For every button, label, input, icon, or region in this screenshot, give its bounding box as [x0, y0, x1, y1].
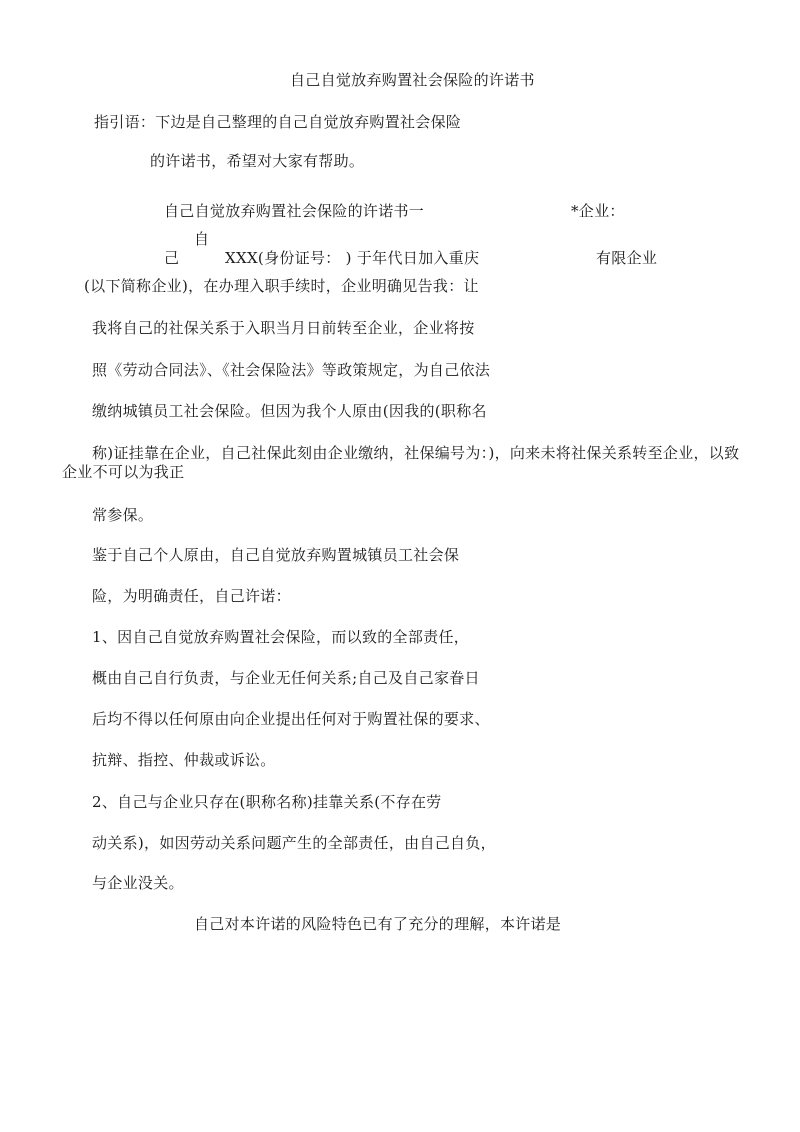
paragraph-line: 称)证挂靠在企业，自己社保此刻由企业缴纳，社保编号为：)，向来未将社保关系转至企业，以致: [92, 444, 740, 462]
paragraph-line: 动关系)，如因劳动关系问题产生的全部责任，由自己自负，: [92, 834, 496, 852]
id-clause: XXX(身份证号： ) 于年代日加入重庆: [225, 249, 480, 267]
company-salutation: *企业：: [571, 202, 625, 220]
paragraph-line: 常参保。: [92, 506, 154, 524]
paragraph-line: 企业不可以为我正: [62, 463, 185, 481]
paragraph-line: 抗辩、指控、仲裁或诉讼。: [92, 751, 276, 769]
paragraph-line: 2、自己与企业只存在(职称名称)挂靠关系(不存在劳: [92, 793, 442, 811]
self-char-top: 自: [194, 230, 210, 248]
paragraph-line: 缴纳城镇员工社会保险。但因为我个人原由(因我的(职称名: [92, 402, 487, 420]
paragraph-line: 自己对本许诺的风险特色已有了充分的理解，本许诺是: [194, 915, 562, 933]
paragraph-line: 险，为明确责任，自己许诺：: [92, 587, 291, 605]
paragraph-line: 照《劳动合同法》、《社会保险法》等政策规定，为自己依法: [92, 361, 491, 379]
paragraph-line: 我将自己的社保关系于入职当月日前转至企业，企业将按: [92, 319, 475, 337]
paragraph-line: 概由自己自行负责，与企业无任何关系;自己及自己家眷日: [92, 669, 480, 687]
paragraph-line: 与企业没关。: [92, 874, 184, 892]
section-heading: 自己自觉放弃购置社会保险的许诺书一: [164, 202, 425, 220]
self-char-bottom: 己: [164, 249, 180, 267]
document-title: 自己自觉放弃购置社会保险的许诺书: [290, 71, 535, 89]
paragraph-line: 鉴于自己个人原由，自己自觉放弃购置城镇员工社会保: [92, 546, 460, 564]
paragraph-line: (以下简称企业)，在办理入职手续时，企业明确见告我：让: [84, 277, 479, 295]
paragraph-line: 1、因自己自觉放弃购置社会保险，而以致的全部责任，: [92, 628, 470, 646]
intro-line-2: 的许诺书，希望对大家有帮助。: [150, 152, 365, 170]
company-suffix: 有限企业: [596, 249, 658, 267]
paragraph-line: 后均不得以任何原由向企业提出任何对于购置社保的要求、: [92, 710, 490, 728]
intro-line-1: 指引语：下边是自己整理的自己自觉放弃购置社会保险: [94, 113, 462, 131]
